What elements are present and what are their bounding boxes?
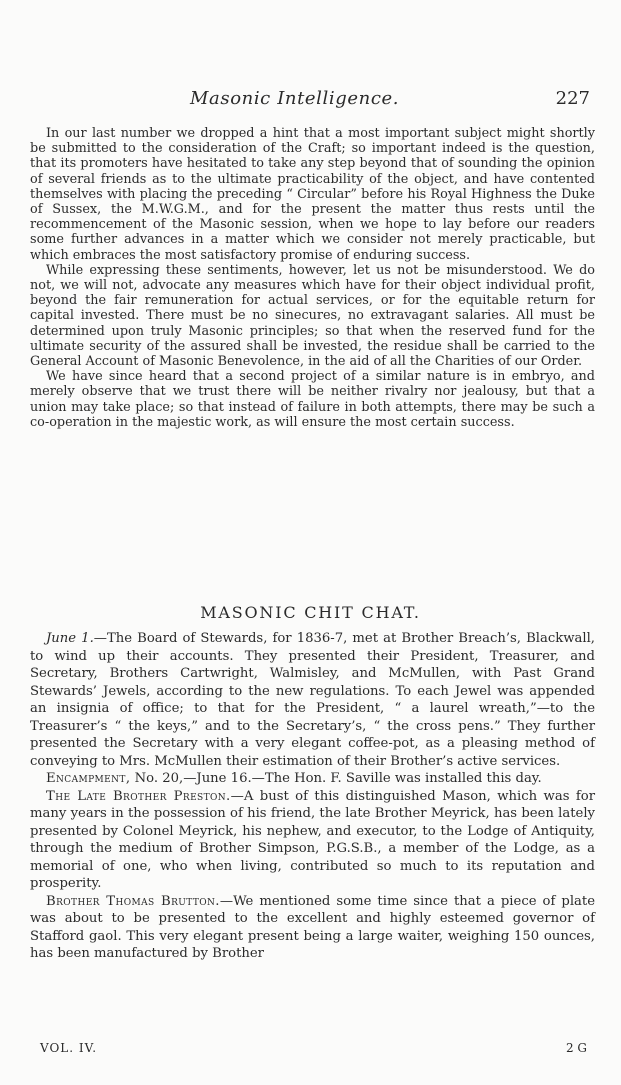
- section-title: MASONIC CHIT CHAT.: [200, 603, 421, 622]
- entry-heading: The Late Brother Preston.: [46, 788, 231, 804]
- intro-paragraph-2: While expressing these sentiments, however, let us not be misunderstood. We do not, we will not, advocate any measures which have for their object individual profit, beyond the fair remuneration for actual services, or for the equitable return for capital invested. There must be no sinecures, no extravagant salaries. All must be determined upon truly Masonic principles; so that when the reserved fund for the ultimate security of the assured shall be invested, the residue shall be carried to the General Account of Masonic Benevolence, in the aid of all the Charities of our Order.: [30, 262, 595, 370]
- intro-paragraph-1: In our last number we dropped a hint that a most important subject might shortly be submitted to the consideration of the Craft; so important indeed is the question, that its promoters have hesitated to take any step beyond that of sounding the opinion of several friends as to the ultimate practicability of the object, and have contented themselves with placing the preceding “ Circular” before his Royal Highness the Duke of Sussex, the M.W.G.M., and for the present the matter thus rests until the recommencement of the Masonic session, when we hope to lay before our readers some further advances in a matter which we consider not merely practicable, but which embraces the most satisfactory promise of enduring success.: [30, 126, 595, 263]
- chit-chat-entry: [30, 893, 595, 963]
- chit-chat-entry: [30, 630, 595, 770]
- entry-text: No. 20,—June 16.—The Hon. F. Saville was installed this day.: [130, 771, 542, 786]
- page-number: 227: [555, 88, 590, 109]
- entry-heading: Encampment,: [46, 771, 131, 786]
- entry-date: June 1.: [46, 631, 94, 646]
- volume-label: VOL. IV.: [40, 1041, 98, 1055]
- page-footer: [30, 1041, 595, 1061]
- entry-text: —A bust of this distinguished Mason, which was for many years in the possession of his friend, the late Brother Meyrick, has been lately presented by Colonel Meyrick, his nephew, and executor, to the Lodge of Antiquity, through the medium of Brother Simpson, P.G.S.B., a member of the Lodge, as a memorial of one, who when living, contributed so much to its reputation and prosperity.: [30, 788, 595, 891]
- signature-mark: 2 G: [565, 1041, 587, 1055]
- intro-paragraph-3: We have since heard that a second project of a similar nature is in embryo, and merely observe that we trust there will be neither rivalry nor jealousy, but that a union may take place; so that instead of failure in both attempts, there may be such a co-operation in the majestic work, as will ensure the most certain success.: [30, 369, 595, 430]
- entry-heading: Brother Thomas Brutton.: [46, 893, 220, 909]
- running-title: Masonic Intelligence.: [190, 88, 400, 109]
- intro-section: [30, 126, 595, 430]
- entry-text: —We mentioned some time since that a piece of plate was about to be presented to the excellent and highly esteemed governor of Stafford gaol. This very elegant present being a large waiter, weighing 150 ounces, has been manufactured by Brother: [30, 893, 596, 961]
- page-header: [30, 88, 590, 114]
- chit-chat-entry: [30, 788, 595, 893]
- chit-chat-section: [30, 630, 595, 963]
- chit-chat-entry: [30, 770, 595, 788]
- entry-text: —The Board of Stewards, for 1836-7, met at Brother Breach’s, Blackwall, to wind up their accounts. They presented their President, Treasurer, and Secretary, Brothers Cartwright, Walmisley, and McMullen, with Past Grand Stewards’ Jewels, according to the new regulations. To each Jewel was appended an insignia of office; to that for the President, “ a laurel wreath,”—to the Treasurer’s “ the keys,” and to the Secretary’s, “ the cross pens.” They further presented the Secretary with a very elegant coffee-pot, as a pleasing method of conveying to Mrs. McMullen their estimation of their Brother’s active services.: [30, 631, 595, 769]
